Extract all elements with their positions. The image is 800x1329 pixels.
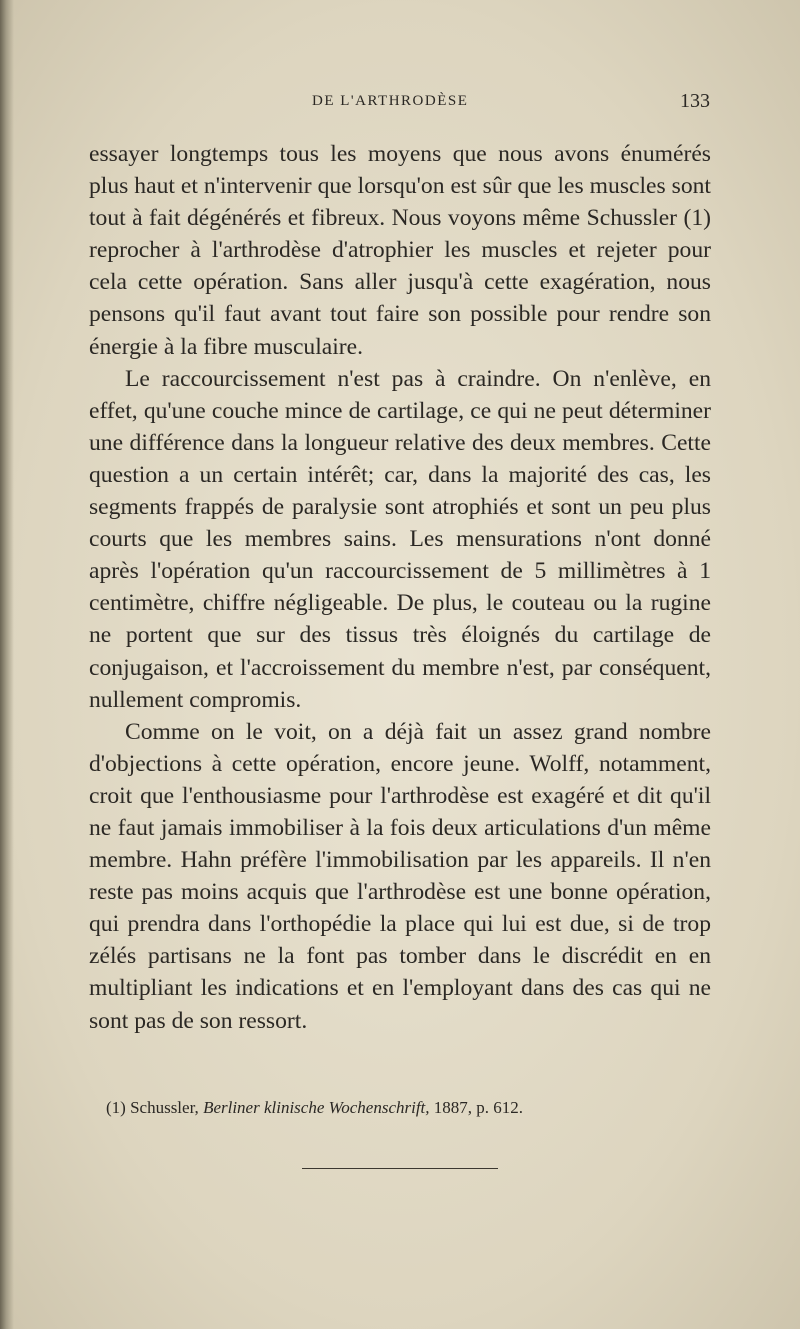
page-binding-edge [0,0,14,1329]
footnote [106,1097,710,1119]
paragraph-2: Le raccourcissement n'est pas à craindre. On n'enlève, en effet, qu'une couche mince de cartilage, ce qui ne peut déterminer une différence dans la longueur relative des deux membres. Cette question a un certain intérêt; car, dans la majorité des cas, les segments frappés de paralysie sont atrophiés et sont un peu plus courts que les membres sains. Les mensurations n'ont donné après l'opération qu'un raccourcissement de 5 millimètres à 1 centimètre, chiffre négligeable. De plus, le couteau ou la rugine ne portent que sur des tissus très éloignés du cartilage de conjugaison, et l'accroissement du membre n'est, par conséquent, nullement compromis. [89,365,711,713]
paragraph-1: essayer longtemps tous les moyens que nous avons énumérés plus haut et n'intervenir que lorsqu'on est sûr que les muscles sont tout à fait dégénérés et fibreux. Nous voyons même Schussler (1) reprocher à l'arthrodèse d'atrophier les muscles et rejeter pour cela cette opération. Sans aller jusqu'à cette exagération, nous pensons qu'il faut avant tout faire son possible pour rendre son énergie à la fibre musculaire. [89,141,711,360]
page-number: 133 [680,90,710,112]
footnote-rule [302,1168,498,1169]
footnote-reference: 1887, p. 612. [433,1098,524,1117]
footnote-author: Schussler, [130,1098,199,1117]
footnote-journal: Berliner klinische Wochenschrift, [203,1098,430,1117]
footnote-marker: (1) [106,1098,126,1117]
running-title: DE L'ARTHRODÈSE [312,93,469,109]
running-head [90,90,710,117]
body-text [89,138,711,1037]
paragraph-3: Comme on le voit, on a déjà fait un assez grand nombre d'objections à cette opération, encore jeune. Wolff, notamment, croit que l'enthousiasme pour l'arthrodèse est exagéré et dit qu'il ne faut jamais immobiliser à la fois deux articulations d'un même membre. Hahn préfère l'immobilisation par les appareils. Il n'en reste pas moins acquis que l'arthrodèse est une bonne opération, qui prendra dans l'orthopédie la place qui lui est due, si de trop zélés partisans ne la font pas tomber dans le discrédit en en multipliant les indications et en l'employant dans des cas qui ne sont pas de son ressort. [89,718,711,1034]
